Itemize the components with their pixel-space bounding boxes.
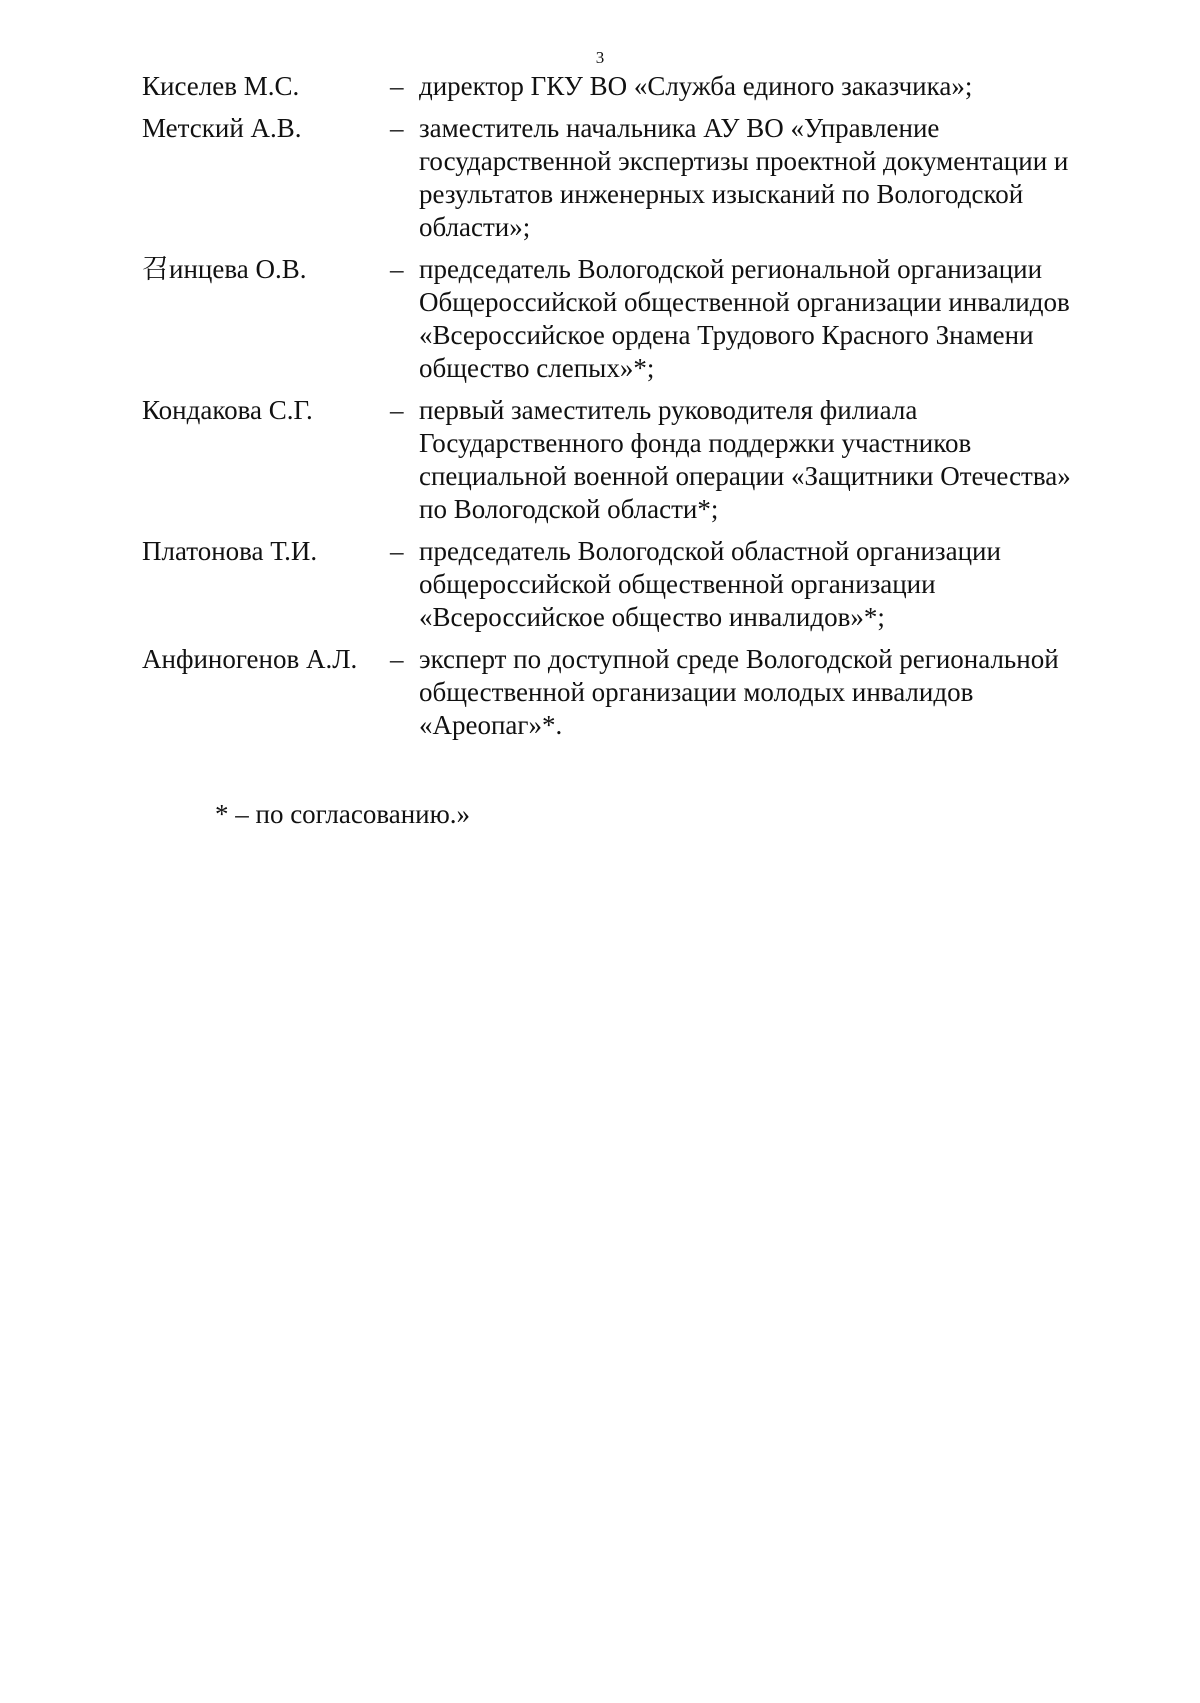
member-row [142, 394, 1142, 526]
member-name: Платонова Т.И. [142, 536, 318, 566]
member-dash: – [390, 71, 404, 101]
footnote: * – по согласованию.» [215, 799, 471, 829]
member-name: Анфиногенов А.Л. [142, 644, 358, 674]
member-role: эксперт по доступной среде Вологодской региональной общественной организации молодых инвалидов «Ареопаг»*. [419, 644, 1059, 740]
member-row [142, 643, 1142, 742]
member-row [142, 70, 1142, 103]
member-dash: – [390, 395, 404, 425]
member-name: 召инцева О.В. [142, 254, 307, 284]
member-role: председатель Вологодской областной организации общероссийской общественной организации «Всероссийское общество инвалидов»*; [419, 536, 1001, 632]
member-role: заместитель начальника АУ ВО «Управление государственной экспертизы проектной документации и результатов инженерных изысканий по Вологодской области»; [419, 113, 1069, 242]
committee-members-list [142, 70, 1142, 751]
member-role: председатель Вологодской региональной организации Общероссийской общественной организации инвалидов «Всероссийское ордена Трудового Красного Знамени общество слепых»*; [419, 254, 1070, 383]
page-number: 3 [595, 48, 605, 67]
member-dash: – [390, 113, 404, 143]
member-dash: – [390, 254, 404, 284]
member-role: директор ГКУ ВО «Служба единого заказчика»; [419, 71, 973, 101]
member-row [142, 535, 1142, 634]
member-name: Кондакова С.Г. [142, 395, 313, 425]
member-name: Киселев М.С. [142, 71, 300, 101]
member-row [142, 253, 1142, 385]
member-dash: – [390, 644, 404, 674]
member-name: Метский А.В. [142, 113, 302, 143]
member-row [142, 112, 1142, 244]
member-dash: – [390, 536, 404, 566]
member-role: первый заместитель руководителя филиала Государственного фонда поддержки участников специальной военной операции «Защитники Отечества» по Вологодской области*; [419, 395, 1071, 524]
